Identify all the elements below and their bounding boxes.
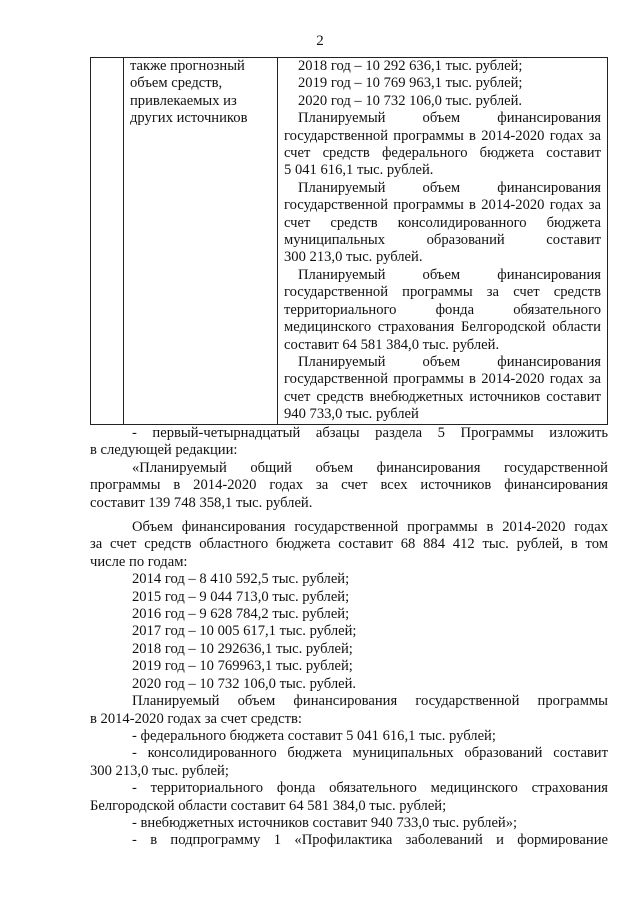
list-item: 2017 год – 10 005 617,1 тыс. рублей; <box>132 623 357 640</box>
source-item-insurance <box>90 780 608 815</box>
text-line: «Планируемый общий объем финансирования государственной <box>132 459 608 476</box>
source-item-municipal <box>90 745 608 780</box>
text-line: составит 64 581 384,0 тыс. рублей. <box>284 336 500 353</box>
text-line: медицинского страхования Белгородской области <box>284 319 601 336</box>
text-line: муниципальных образований составит <box>284 232 601 249</box>
text-line: в следующей редакции: <box>90 442 238 459</box>
text-line: - первый-четырнадцатый абзацы раздела 5 Программы изложить <box>132 425 608 441</box>
text-line: государственной программы в 2014-2020 годах за <box>284 197 601 214</box>
text-line: 5 041 616,1 тыс. рублей. <box>284 162 434 179</box>
list-item: 2014 год – 8 410 592,5 тыс. рублей; <box>132 571 350 588</box>
year-line: 2020 год – 10 732 106,0 тыс. рублей. <box>298 92 523 109</box>
text-line: за счет средств областного бюджета составит 68 884 412 тыс. рублей, в том <box>90 536 608 553</box>
text-line: - территориального фонда обязательного медицинского страхования <box>132 780 608 797</box>
text-line: - в подпрограмму 1 «Профилактика заболеваний и формирование <box>132 832 608 849</box>
text-line: - федерального бюджета составит 5 041 616,1 тыс. рублей; <box>132 727 496 744</box>
text-line: территориального фонда обязательного <box>284 301 601 318</box>
table-cell-empty <box>91 58 124 425</box>
text-line: счет средств консолидированного бюджета <box>284 214 601 231</box>
list-item: 2015 год – 9 044 713,0 тыс. рублей; <box>132 588 350 605</box>
year-line: 2019 год – 10 769 963,1 тыс. рублей; <box>298 75 523 92</box>
label-line: привлекаемых из <box>130 92 237 109</box>
text-line: Объем финансирования государственной программы в 2014-2020 годах <box>132 519 608 536</box>
year-line: 2018 год – 10 292 636,1 тыс. рублей; <box>298 58 523 74</box>
document-body <box>90 425 608 850</box>
text-line: 940 733,0 тыс. рублей <box>284 406 419 423</box>
list-item: 2019 год – 10 769963,1 тыс. рублей; <box>132 658 353 675</box>
text-line: Планируемый объем финансирования <box>298 266 601 283</box>
text-line: счет средств внебюджетных источников составит <box>284 388 601 405</box>
label-line: других источников <box>130 110 248 127</box>
text-line: Планируемый объем финансирования государственной программы <box>132 693 608 710</box>
text-line: составит 139 748 358,1 тыс. рублей. <box>90 494 313 511</box>
text-line: Планируемый объем финансирования <box>298 110 601 127</box>
funding-paragraph-insurance <box>284 267 601 354</box>
text-line: счет средств федерального бюджета составит <box>284 145 601 162</box>
source-item-federal <box>90 728 608 745</box>
text-line: Планируемый объем финансирования <box>298 179 601 196</box>
table-row <box>91 58 608 425</box>
text-line: числе по годам: <box>90 553 188 570</box>
funding-paragraph-federal <box>284 110 601 180</box>
regional-budget-paragraph <box>90 519 608 571</box>
page-number: 2 <box>316 33 324 49</box>
intro-paragraph <box>90 425 608 460</box>
table-cell-content <box>278 58 608 425</box>
label-line: объем средств, <box>130 75 223 92</box>
text-line: в 2014-2020 годах за счет средств: <box>90 710 302 727</box>
text-line: государственной программы в 2014-2020 годах за <box>284 371 601 388</box>
list-item: 2016 год – 9 628 784,2 тыс. рублей; <box>132 606 350 623</box>
source-item-extrabudgetary <box>90 815 608 832</box>
sources-paragraph <box>90 693 608 728</box>
text-line: программы в 2014-2020 годах за счет всех источников финансирования <box>90 477 608 494</box>
funding-paragraph-extrabudgetary <box>284 354 601 424</box>
funding-paragraph-municipal <box>284 180 601 267</box>
text-line: государственной программы в 2014-2020 годах за <box>284 127 601 144</box>
label-line: также прогнозный <box>130 58 245 74</box>
table-cell-label <box>124 58 278 425</box>
subprogram-item <box>90 832 608 849</box>
text-line: - внебюджетных источников составит 940 733,0 тыс. рублей»; <box>132 814 518 831</box>
list-item: 2018 год – 10 292636,1 тыс. рублей; <box>132 640 353 657</box>
text-line: - консолидированного бюджета муниципальных образований составит <box>132 745 608 762</box>
text-line: государственной программы за счет средств <box>284 284 601 301</box>
text-line: 300 213,0 тыс. рублей. <box>284 249 423 266</box>
list-item: 2020 год – 10 732 106,0 тыс. рублей. <box>132 675 357 692</box>
total-funding-paragraph <box>90 460 608 512</box>
years-list <box>90 571 608 693</box>
text-line: 300 213,0 тыс. рублей; <box>90 762 229 779</box>
program-table <box>90 57 608 425</box>
text-line: Белгородской области составит 64 581 384,0 тыс. рублей; <box>90 797 447 814</box>
text-line: Планируемый объем финансирования <box>298 353 601 370</box>
